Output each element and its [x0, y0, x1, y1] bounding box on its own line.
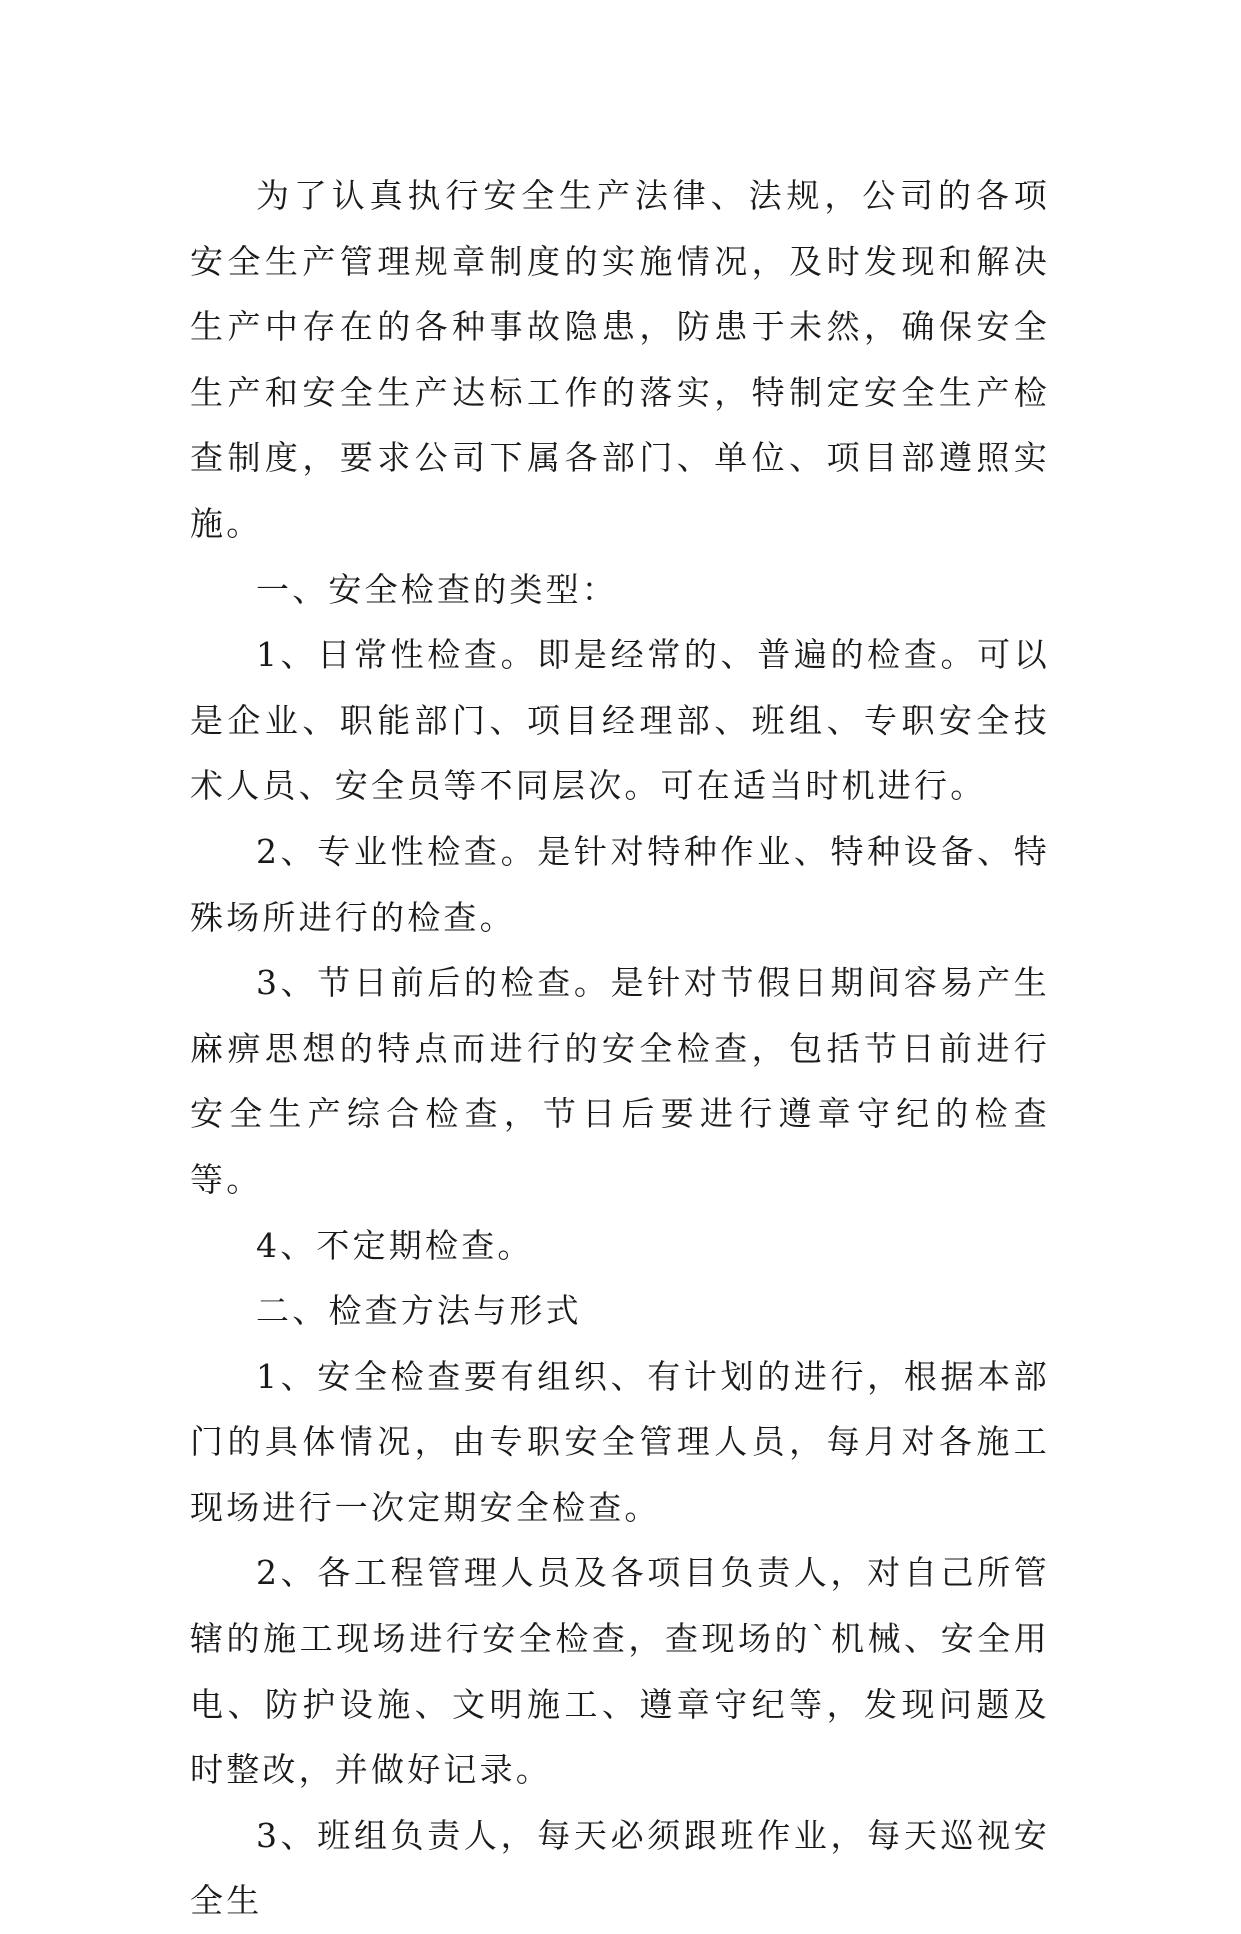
paragraph-method-3: 3、班组负责人，每天必须跟班作业，每天巡视安全生: [190, 1815, 1050, 1921]
document-body: [190, 163, 1050, 1934]
paragraph-method-1: 1、安全检查要有组织、有计划的进行，根据本部门的具体情况，由专职安全管理人员，每月对各施工现场进行一次定期安全检查。: [190, 1356, 1050, 1527]
paragraph-daily-inspection: 1、日常性检查。即是经常的、普遍的检查。可以是企业、职能部门、项目经理部、班组、专职安全技术人员、安全员等不同层次。可在适当时机进行。: [190, 635, 1050, 806]
paragraph-holiday-inspection: 3、节日前后的检查。是针对节假日期间容易产生麻痹思想的特点而进行的安全检查，包括节日前进行安全生产综合检查，节日后要进行遵章守纪的检查等。: [190, 963, 1050, 1199]
intro-paragraph: 为了认真执行安全生产法律、法规，公司的各项安全生产管理规章制度的实施情况，及时发现和解决生产中存在的各种事故隐患，防患于未然，确保安全生产和安全生产达标工作的落实，特制定安全生产检查制度，要求公司下属各部门、单位、项目部遵照实施。: [190, 176, 1050, 543]
section-heading-methods: 二、检查方法与形式: [256, 1291, 582, 1331]
paragraph-method-2: 2、各工程管理人员及各项目负责人，对自己所管辖的施工现场进行安全检查，查现场的`机械、安全用电、防护设施、文明施工、遵章守纪等，发现问题及时整改，并做好记录。: [190, 1553, 1050, 1790]
section-heading-inspection-types: 一、安全检查的类型：: [256, 569, 618, 609]
paragraph-irregular-inspection: 4、不定期检查。: [256, 1225, 534, 1265]
paragraph-professional-inspection: 2、专业性检查。是针对特种作业、特种设备、特殊场所进行的检查。: [190, 831, 1050, 937]
